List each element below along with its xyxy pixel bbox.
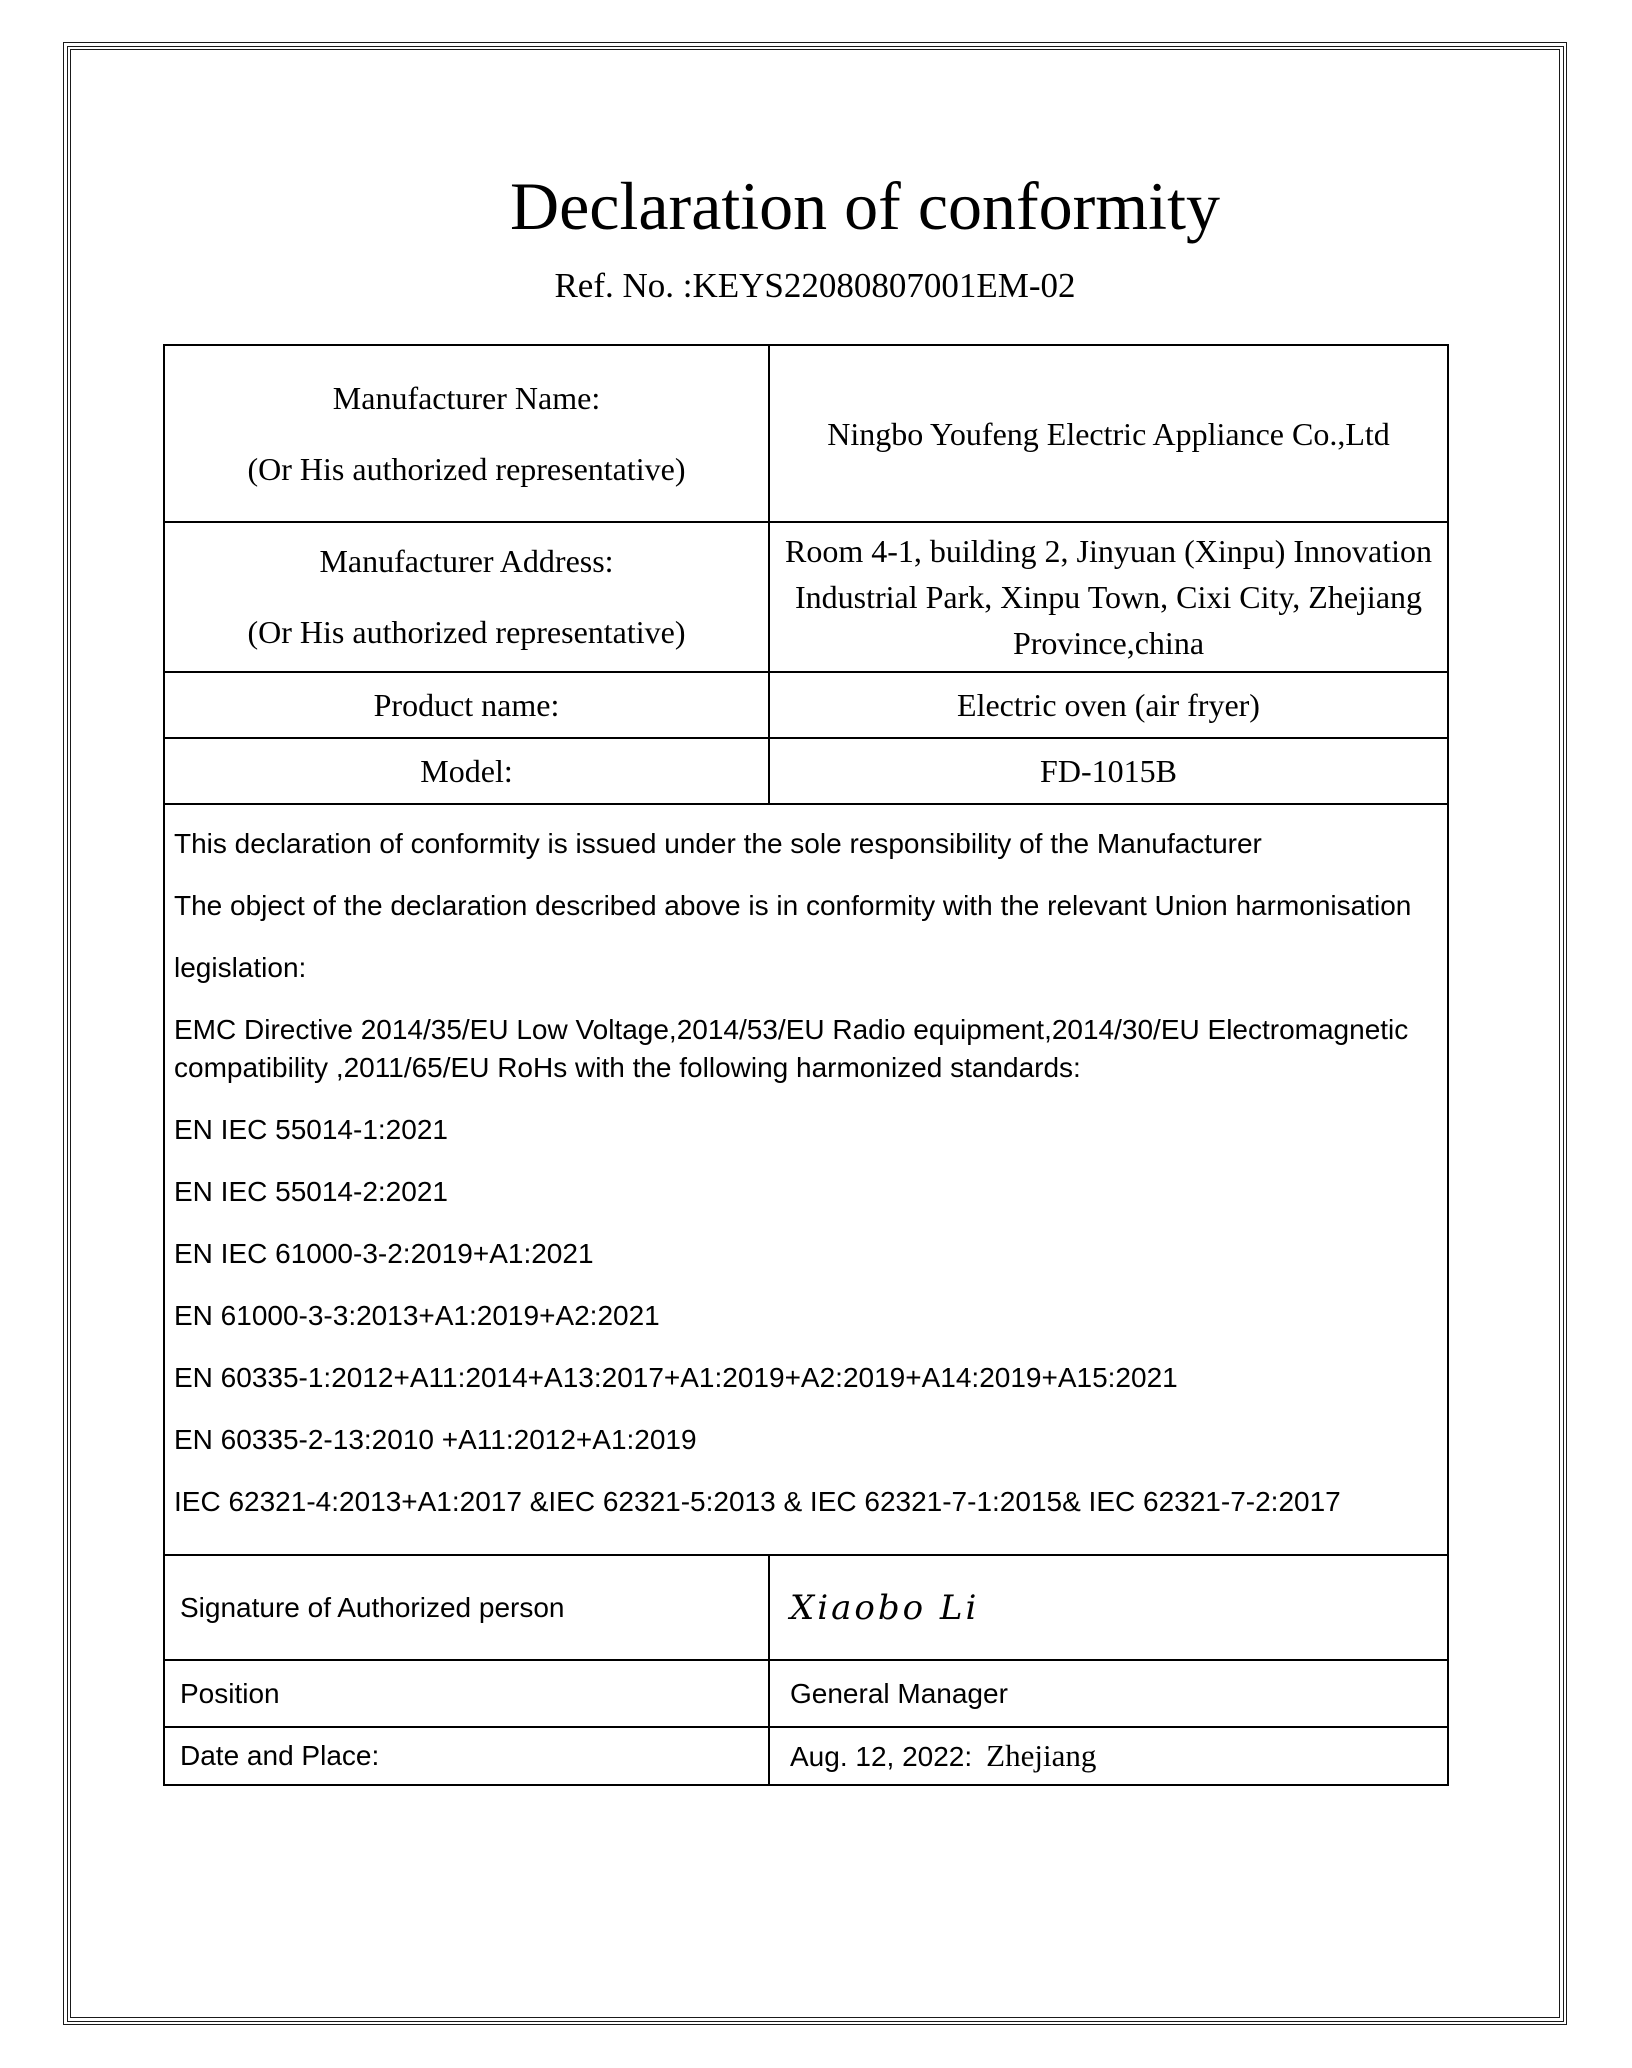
signature-label: Signature of Authorized person [164, 1555, 769, 1660]
manufacturer-address-label-cell [164, 522, 769, 672]
standard-item: EN 60335-1:2012+A11:2014+A13:2017+A1:2019+A2:2019+A14:2019+A15:2021 [174, 1362, 1178, 1393]
model-label: Model: [164, 738, 769, 804]
position-label: Position [164, 1660, 769, 1727]
directives-paragraph: EMC Directive 2014/35/EU Low Voltage,2014/53/EU Radio equipment,2014/30/EU Electromagnetic compatibility ,2011/65/EU RoHs with the following harmonized standards: [174, 1014, 1409, 1083]
product-name-value: Electric oven (air fryer) [769, 672, 1448, 738]
date-place-label: Date and Place: [164, 1727, 769, 1785]
manufacturer-name-value: Ningbo Youfeng Electric Appliance Co.,Ltd [827, 415, 1390, 452]
standard-item: EN IEC 55014-2:2021 [174, 1176, 448, 1207]
manufacturer-address-value-cell [769, 522, 1448, 672]
conformity-table [163, 344, 1449, 1786]
page-border-inner [70, 49, 1560, 2018]
declaration-paragraph: This declaration of conformity is issued under the sole responsibility of the Manufacturer [174, 828, 1262, 859]
standard-item: IEC 62321-4:2013+A1:2017 &IEC 62321-5:2013 & IEC 62321-7-1:2015& IEC 62321-7-2:2017 [174, 1486, 1341, 1517]
table-row-model [164, 738, 1448, 804]
manufacturer-address-label: Manufacturer Address: [319, 543, 614, 579]
declaration-cell [164, 804, 1448, 1555]
signature-handwriting: Xiaobo Li [790, 1587, 980, 1628]
declaration-paragraph: The object of the declaration described above is in conformity with the relevant Union harmonisation [174, 890, 1412, 921]
page-border-middle [67, 46, 1564, 2022]
standard-item: EN 61000-3-3:2013+A1:2019+A2:2021 [174, 1300, 660, 1331]
place-value: Zhejiang [986, 1738, 1097, 1773]
table-row-manufacturer-name [164, 345, 1448, 522]
table-row-declaration [164, 804, 1448, 1555]
reference-number: Ref. No. :KEYS22080807001EM-02 [554, 266, 1076, 305]
product-name-label: Product name: [164, 672, 769, 738]
manufacturer-address-line2: Industrial Park, Xinpu Town, Cixi City, Zhejiang [794, 579, 1423, 615]
table-row-product-name [164, 672, 1448, 738]
table-row-signature [164, 1555, 1448, 1660]
page-border-outer [63, 42, 1567, 2025]
table-row-date-place [164, 1727, 1448, 1785]
manufacturer-address-line1: Room 4-1, building 2, Jinyuan (Xinpu) Innovation [784, 533, 1433, 569]
document-title: Declaration of conformity [510, 168, 1220, 244]
standard-item: EN 60335-2-13:2010 +A11:2012+A1:2019 [174, 1424, 697, 1455]
signature-value-cell [769, 1555, 1448, 1660]
declaration-paragraph: legislation: [174, 952, 307, 983]
standard-item: EN IEC 61000-3-2:2019+A1:2021 [174, 1238, 594, 1269]
position-value: General Manager [769, 1660, 1448, 1727]
manufacturer-name-value-cell [769, 345, 1448, 522]
date-value: Aug. 12, 2022: [790, 1741, 973, 1772]
manufacturer-address-line3: Province,china [1012, 625, 1205, 661]
standard-item: EN IEC 55014-1:2021 [174, 1114, 448, 1145]
manufacturer-name-label: Manufacturer Name: [332, 379, 601, 416]
manufacturer-name-label-cell [164, 345, 769, 522]
table-row-position [164, 1660, 1448, 1727]
table-row-manufacturer-address [164, 522, 1448, 672]
model-value: FD-1015B [769, 738, 1448, 804]
manufacturer-name-sublabel: (Or His authorized representative) [247, 450, 686, 487]
manufacturer-address-sublabel: (Or His authorized representative) [247, 614, 686, 650]
date-place-value-cell [769, 1727, 1448, 1785]
